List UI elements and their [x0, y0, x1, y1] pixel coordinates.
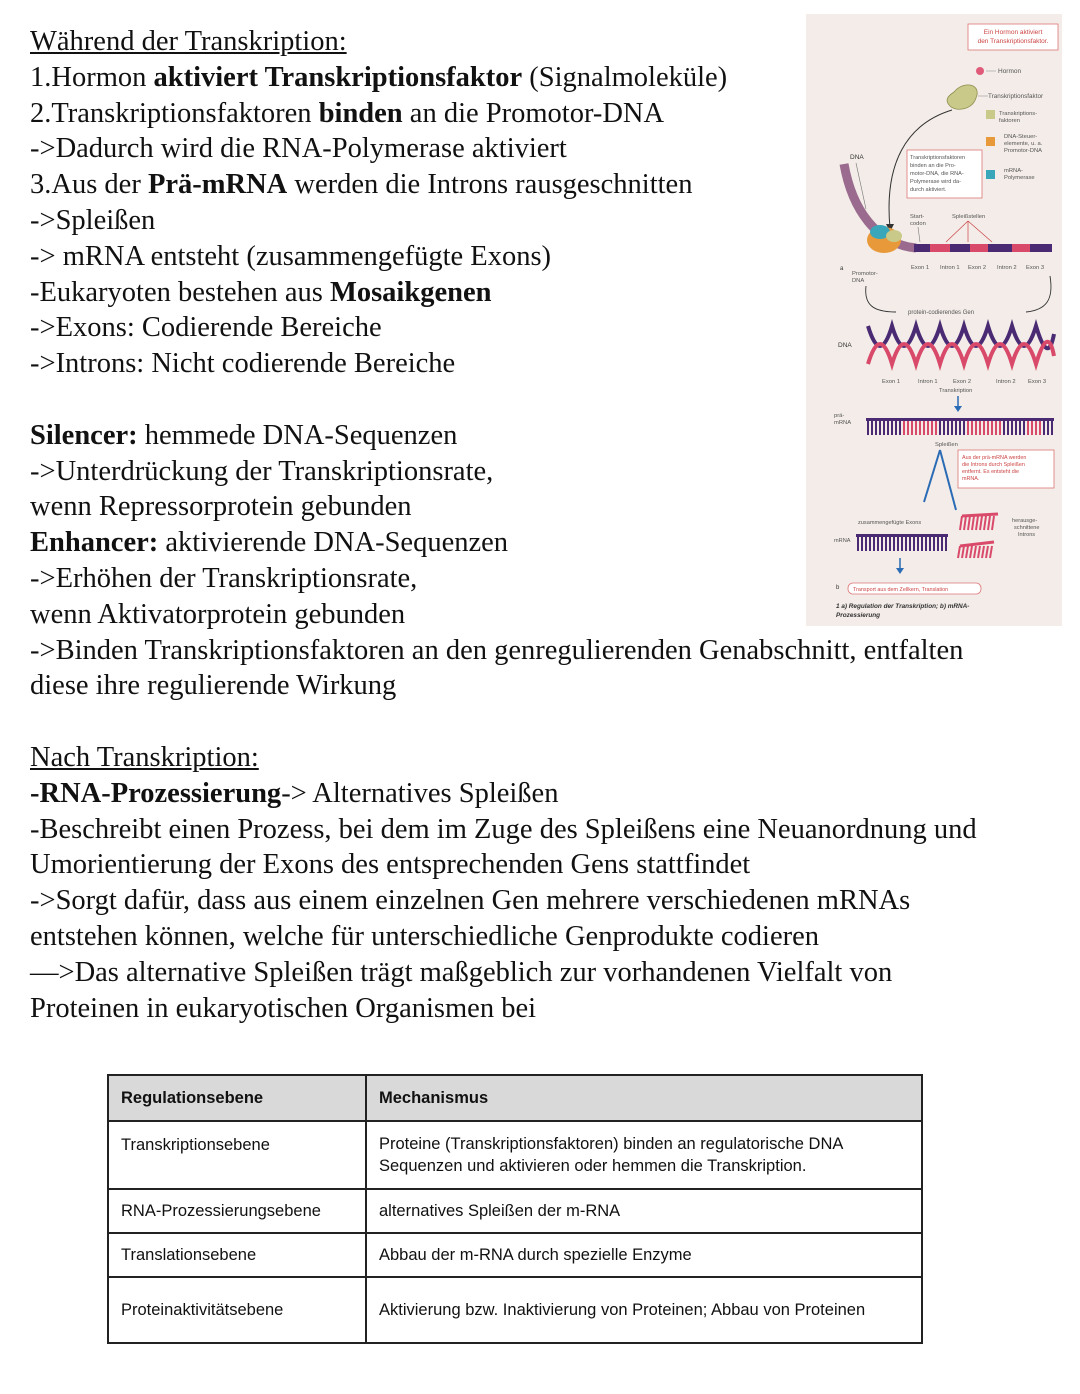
- panel-label-a: a: [840, 266, 844, 272]
- transcription-figure: [806, 14, 1062, 626]
- dna-helix: [838, 326, 1054, 364]
- table-row: [108, 1189, 922, 1233]
- svg-text:Intron 2: Intron 2: [997, 265, 1017, 271]
- svg-text:motor-DNA, die RNA-: motor-DNA, die RNA-: [910, 171, 964, 177]
- panel-label-b: b: [836, 585, 840, 591]
- gene-bar: [914, 244, 1052, 252]
- pre-mrna-strand: [866, 418, 1054, 435]
- rna-base: [986, 546, 988, 558]
- table-cell-level: Translationsebene: [108, 1233, 366, 1277]
- note-line: 2.Transkriptionsfaktoren binden an die Promotor-DNA: [30, 97, 665, 129]
- svg-text:Polymerase wird da-: Polymerase wird da-: [910, 179, 961, 185]
- gene-labels: [911, 265, 1044, 271]
- note-line: Proteinen in eukaryotischen Organismen bei: [30, 992, 537, 1024]
- table-cell-mechanism: Abbau der m-RNA durch spezielle Enzyme: [366, 1233, 922, 1277]
- svg-text:herausge-: herausge-: [1012, 518, 1038, 524]
- table-cell-mechanism: Aktivierung bzw. Inaktivierung von Proteinen; Abbau von Proteinen: [366, 1277, 922, 1343]
- figure-legend: [986, 110, 1043, 181]
- note-line: ->Binden Transkriptionsfaktoren an den genregulierenden Genabschnitt, entfalten: [30, 634, 964, 666]
- rna-base: [990, 546, 992, 558]
- note-line: wenn Aktivatorprotein gebunden: [30, 598, 406, 630]
- svg-text:DNA: DNA: [838, 342, 852, 349]
- figure-svg: [806, 14, 1062, 626]
- gene-segment: [1012, 244, 1030, 252]
- rna-base: [968, 516, 970, 530]
- svg-text:binden an die Pro-: binden an die Pro-: [910, 163, 956, 169]
- callout-splicing: [958, 450, 1054, 488]
- svg-text:Exon 3: Exon 3: [1026, 265, 1045, 271]
- svg-text:Exon 1: Exon 1: [882, 379, 901, 385]
- rna-base: [964, 516, 966, 530]
- legend-text: faktoren: [999, 118, 1020, 124]
- column-header: Mechanismus: [366, 1075, 922, 1121]
- rna-base: [976, 516, 978, 530]
- legend-text: mRNA-: [1004, 168, 1023, 174]
- rna-base: [980, 516, 982, 530]
- svg-text:DNA: DNA: [852, 278, 865, 284]
- label-dna: DNA: [850, 154, 864, 161]
- table-cell-level: Transkriptionsebene: [108, 1121, 366, 1189]
- note-line: 1.Hormon aktiviert Transkriptionsfaktor (Signalmoleküle): [30, 61, 728, 93]
- label-mrna: mRNA: [834, 538, 851, 544]
- mrna-strand: [856, 534, 948, 551]
- svg-text:Intron 2: Intron 2: [996, 379, 1016, 385]
- svg-text:Intron 1: Intron 1: [940, 265, 960, 271]
- note-line: -RNA-Prozessierung-> Alternatives Spleißen: [30, 777, 559, 809]
- legend-swatch: [986, 137, 995, 146]
- note-line: ->Sorgt dafür, dass aus einem einzelnen Gen mehrere verschiedenen mRNAs: [30, 885, 911, 917]
- rna-base: [972, 516, 974, 530]
- svg-text:Exon 3: Exon 3: [1028, 379, 1047, 385]
- note-line: diese ihre regulierende Wirkung: [30, 670, 397, 702]
- rna-base: [974, 546, 976, 558]
- svg-text:Start-: Start-: [910, 214, 925, 220]
- svg-text:entfernt. Es entsteht die: entfernt. Es entsteht die: [962, 469, 1019, 475]
- rna-base: [978, 546, 980, 558]
- note-line: ->Exons: Codierende Bereiche: [30, 312, 382, 344]
- note-line: ->Spleißen: [30, 204, 156, 236]
- svg-text:mRNA.: mRNA.: [962, 476, 980, 482]
- svg-text:Promotor-: Promotor-: [852, 271, 878, 277]
- note-line: -Eukaryoten bestehen aus Mosaikgenen: [30, 276, 492, 308]
- svg-text:prä-: prä-: [834, 413, 845, 419]
- note-line: —>Das alternative Spleißen trägt maßgeblich zur vorhandenen Vielfalt von: [30, 956, 893, 988]
- legend-text: Polymerase: [1004, 175, 1035, 181]
- note-line: 3.Aus der Prä-mRNA werden die Introns rausgeschnitten: [30, 169, 693, 201]
- note-line: ->Erhöhen der Transkriptionsrate,: [30, 562, 418, 594]
- svg-text:durch aktiviert.: durch aktiviert.: [910, 187, 947, 193]
- legend-text: elemente, u. a.: [1004, 141, 1043, 147]
- figure-caption: Prozessierung: [836, 612, 881, 619]
- gene-segment: [970, 244, 988, 252]
- svg-text:Exon 2: Exon 2: [968, 265, 987, 271]
- transcription-factor-icon: [947, 85, 977, 109]
- legend-text: DNA-Steuer-: [1004, 134, 1038, 140]
- table-row: [108, 1277, 922, 1343]
- note-line: wenn Repressorprotein gebunden: [30, 491, 412, 523]
- label-hormone: Hormon: [998, 68, 1022, 75]
- rna-base: [970, 546, 972, 558]
- svg-text:Aus der prä-mRNA werden: Aus der prä-mRNA werden: [962, 455, 1027, 461]
- label-transcription-factor: Transkriptionsfaktor: [988, 93, 1044, 100]
- note-line: ->Unterdrückung der Transkriptionsrate,: [30, 455, 494, 487]
- callout-tf-binding: [907, 150, 982, 198]
- note-line: entstehen können, welche für unterschiedliche Genprodukte codieren: [30, 920, 819, 952]
- note-line: Silencer: hemmede DNA-Sequenzen: [30, 419, 458, 451]
- gene-labels-helix: [882, 379, 1046, 385]
- rna-base: [988, 516, 990, 530]
- heading-after-transcription: Nach Transkription:: [30, 741, 259, 773]
- svg-text:Introns: Introns: [1018, 532, 1036, 538]
- table-cell-mechanism: alternatives Spleißen der m-RNA: [366, 1189, 922, 1233]
- regulation-table: [107, 1074, 923, 1344]
- legend-text: Promotor-DNA: [1004, 148, 1043, 154]
- column-header: Regulationsebene: [108, 1075, 366, 1121]
- legend-swatch: [986, 170, 995, 179]
- label-joined-exons: zusammengefügte Exons: [858, 520, 922, 526]
- heading-during-transcription: Während der Transkription:: [30, 26, 347, 57]
- table-row: [108, 1121, 922, 1189]
- note-line: -> mRNA entsteht (zusammengefügte Exons): [30, 240, 552, 272]
- callout-box: [968, 24, 1058, 50]
- table-cell-level: Proteinaktivitätsebene: [108, 1277, 366, 1343]
- svg-text:Intron 1: Intron 1: [918, 379, 938, 385]
- excised-introns: [958, 514, 998, 558]
- label-transport: Transport aus dem Zellkern, Translation: [853, 587, 949, 593]
- label-protein-gene: protein-codierendes Gen: [908, 310, 975, 316]
- note-line: Enhancer: aktivierende DNA-Sequenzen: [30, 527, 509, 559]
- svg-text:Exon 2: Exon 2: [953, 379, 972, 385]
- callout-hormone: [968, 24, 1058, 50]
- svg-text:Spleißstellen: Spleißstellen: [952, 214, 986, 220]
- intron-backbone: [960, 542, 994, 546]
- arrow: [924, 450, 956, 510]
- table-row: [108, 1233, 922, 1277]
- gene-segment: [930, 244, 950, 252]
- callout-text: Ein Hormon aktiviert: [983, 29, 1043, 36]
- legend-text: Transkriptions-: [999, 111, 1038, 117]
- intron-backbone: [962, 514, 998, 516]
- note-line: -Beschreibt einen Prozess, bei dem im Zuge des Spleißens eine Neuanordnung und: [30, 813, 977, 845]
- note-line: ->Dadurch wird die RNA-Polymerase aktiviert: [30, 133, 567, 165]
- figure-caption: 1 a) Regulation der Transkription; b) mRNA-: [836, 603, 970, 610]
- table-header-row: [108, 1075, 922, 1121]
- rna-base: [962, 546, 964, 558]
- rna-base: [958, 546, 960, 558]
- table-cell-mechanism: Proteine (Transkriptionsfaktoren) binden an regulatorische DNA Sequenzen und aktivieren oder hemmen die Transkription.: [366, 1121, 922, 1189]
- note-line: Umorientierung der Exons des entsprechenden Gens stattfindet: [30, 849, 751, 881]
- svg-text:Transkriptionsfaktoren: Transkriptionsfaktoren: [910, 155, 966, 161]
- note-line: ->Introns: Nicht codierende Bereiche: [30, 348, 456, 380]
- rna-base: [984, 516, 986, 530]
- svg-text:Exon 1: Exon 1: [911, 265, 930, 271]
- table-cell-level: RNA-Prozessierungsebene: [108, 1189, 366, 1233]
- label-transcription: Transkription: [939, 388, 973, 394]
- callout-text: den Transkriptionsfaktor.: [977, 38, 1049, 45]
- label-splicing: Spleißen: [935, 442, 958, 448]
- rna-base: [960, 516, 962, 530]
- svg-text:die Introns durch Spleißen: die Introns durch Spleißen: [962, 462, 1025, 468]
- legend-swatch: [986, 110, 995, 119]
- svg-text:schnittene: schnittene: [1014, 525, 1040, 531]
- rna-base: [992, 516, 994, 530]
- svg-text:mRNA: mRNA: [834, 420, 852, 426]
- svg-text:codon: codon: [910, 221, 926, 227]
- hormone-icon: [976, 67, 984, 75]
- rna-base: [966, 546, 968, 558]
- rna-base: [982, 546, 984, 558]
